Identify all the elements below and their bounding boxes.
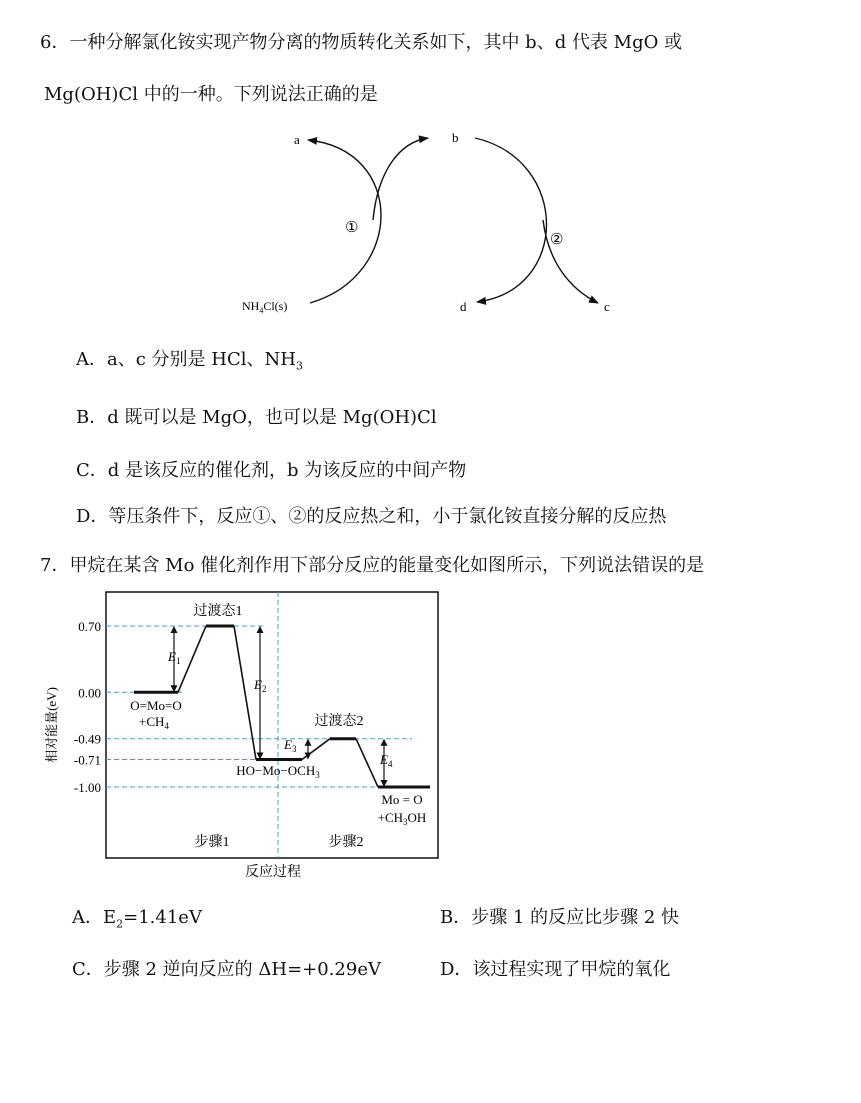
e2-label: $E_2$ [254,677,267,694]
q6-option-a-text: A．a、c 分别是 HCl、NH [76,349,296,370]
q6-cycle-diagram [230,120,630,320]
y-tick-label: -0.49 [73,731,101,747]
arc-right-big [475,138,547,302]
step1-label: 步骤1 [194,835,230,850]
q6-option-a-sub: 3 [295,359,303,373]
q7-option-a[interactable] [72,903,202,931]
label-d: d [460,299,467,314]
label-step1: ① [345,220,359,236]
label-c: c [604,299,610,314]
energy-connector [302,739,330,760]
q7-energy-chart [40,588,450,883]
q7-option-b[interactable]: B．步骤 1 的反应比步骤 2 快 [440,907,680,928]
ts2-label: 过渡态2 [314,714,364,729]
q6-option-a[interactable] [76,345,303,373]
energy-connector [356,739,378,787]
e2-arrow-head-top [257,626,264,633]
start-label-2: $+CH_4$ [139,714,169,731]
y-axis-label: 相对能量(eV) [44,687,59,763]
e4-arrow-head-top [381,739,388,746]
label-step2: ② [550,232,564,248]
q7-option-a-e: E [103,907,117,928]
e1-arrow-head-top [171,626,178,633]
energy-connector [234,626,256,760]
e4-label: $E_4$ [380,752,393,769]
q7-option-c[interactable]: C．步骤 2 逆向反应的 ΔH=+0.29eV [72,959,381,980]
end-label-2: $+CH_3OH$ [377,810,427,827]
x-axis-label: 反应过程 [245,865,301,880]
ts1-label: 过渡态1 [193,604,243,619]
q7-option-d[interactable]: D．该过程实现了甲烷的氧化 [440,959,671,980]
label-nh4cl: $NH_4Cl(s)$ [242,299,288,315]
q7-option-a-prefix: A． [72,907,103,928]
q6-option-c[interactable]: C．d 是该反应的催化剂，b 为该反应的中间产物 [76,460,467,481]
e1-label: $E_1$ [168,649,181,666]
label-a: a [294,132,300,147]
start-label-1: O=Mo=O [130,698,182,713]
q7-option-a-value: =1.41eV [123,907,202,928]
q7-stem: 7．甲烷在某含 Mo 催化剂作用下部分反应的能量变化如图所示，下列说法错误的是 [40,555,705,576]
y-tick-label: -0.71 [73,752,101,768]
q7-option-a-sub: 2 [116,917,124,931]
end-label-1: Mo = O [381,792,423,807]
mid-label: $HO-Mo-OCH_3$ [236,763,320,780]
y-tick-label: 0.70 [78,619,101,634]
e3-label: $E_3$ [284,737,297,754]
q6-option-d[interactable]: D．等压条件下，反应①、②的反应热之和，小于氯化铵直接分解的反应热 [76,506,667,527]
energy-connector [178,626,206,692]
y-tick-label: 0.00 [78,685,101,701]
e3-arrow-head-top [305,739,312,746]
q6-stem-line1: 6．一种分解氯化铵实现产物分离的物质转化关系如下，其中 b、d 代表 MgO 或 [40,32,683,53]
step2-label: 步骤2 [328,835,364,850]
label-b: b [452,130,459,145]
q6-option-b[interactable]: B．d 既可以是 MgO，也可以是 Mg(OH)Cl [76,407,437,428]
y-tick-label: -1.00 [73,780,101,795]
q6-stem-line2: Mg(OH)Cl 中的一种。下列说法正确的是 [44,84,378,105]
